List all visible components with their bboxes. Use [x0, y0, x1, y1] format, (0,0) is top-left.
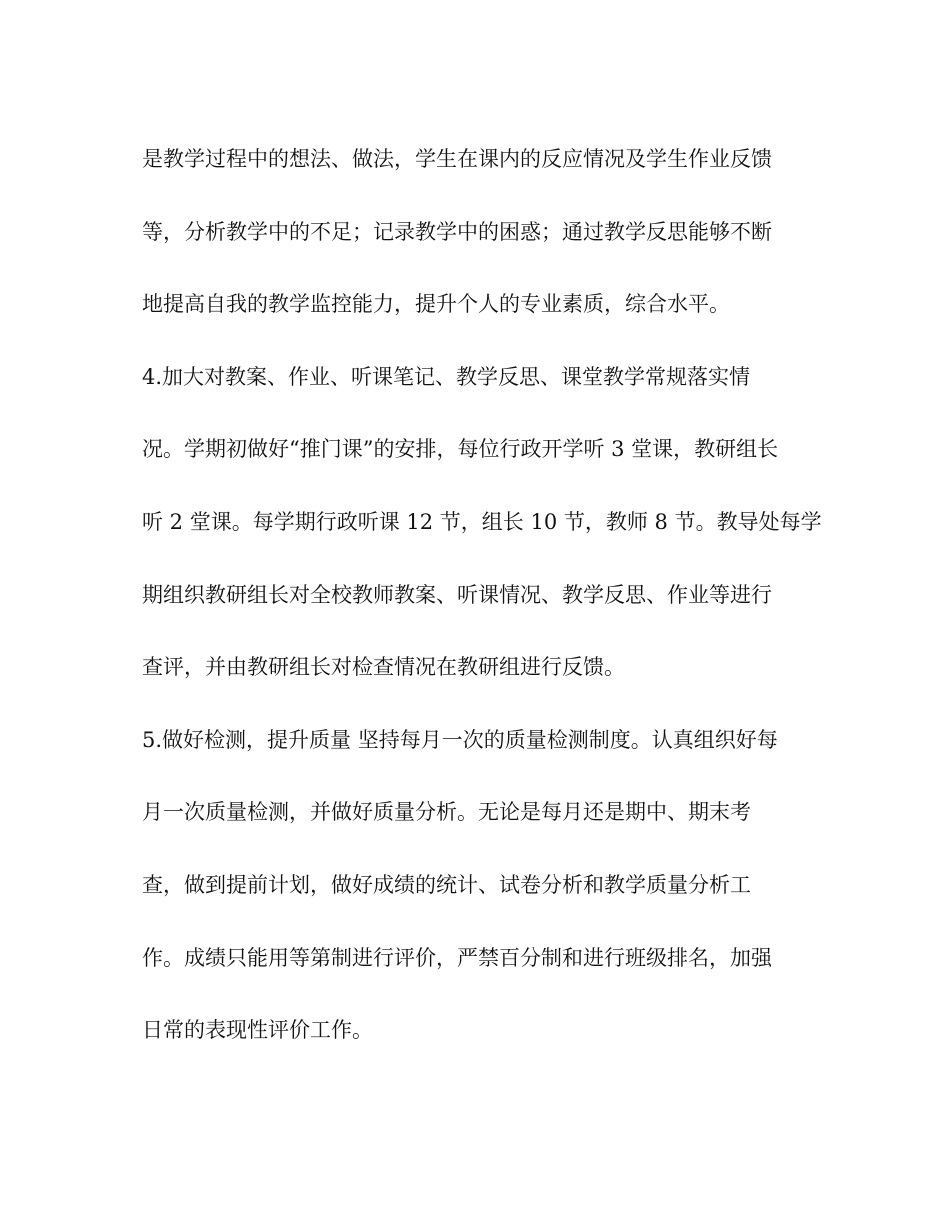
text-line: 查评，并由教研组长对检查情况在教研组进行反馈。 [142, 655, 625, 680]
text-line: 日常的表现性评价工作。 [142, 1018, 373, 1043]
text-line: 月一次质量检测，并做好质量分析。无论是每月还是期中、期末考 [142, 800, 751, 825]
text-line: 等，分析教学中的不足；记录教学中的困惑；通过教学反思能够不断 [142, 219, 772, 244]
text-line: 听 2 堂课。每学期行政听课 12 节，组长 10 节，教师 8 节。教导处每学 [142, 509, 822, 534]
text-line: 作。成绩只能用等第制进行评价，严禁百分制和进行班级排名，加强 [142, 945, 772, 970]
text-line: 4.加大对教案、作业、听课笔记、教学反思、课堂教学常规落实情 [142, 364, 751, 389]
text-line: 况。学期初做好“推门课”的安排，每位行政开学听 3 堂课，教研组长 [142, 437, 779, 462]
text-line: 期组织教研组长对全校教师教案、听课情况、教学反思、作业等进行 [142, 582, 772, 607]
text-line: 查，做到提前计划，做好成绩的统计、试卷分析和教学质量分析工 [142, 872, 751, 897]
document-body [142, 138, 822, 1082]
text-line: 5.做好检测，提升质量 坚持每月一次的质量检测制度。认真组织好每 [142, 727, 778, 752]
text-line: 地提高自我的教学监控能力，提升个人的专业素质，综合水平。 [142, 292, 730, 317]
text-line: 是教学过程中的想法、做法，学生在课内的反应情况及学生作业反馈 [142, 147, 772, 171]
